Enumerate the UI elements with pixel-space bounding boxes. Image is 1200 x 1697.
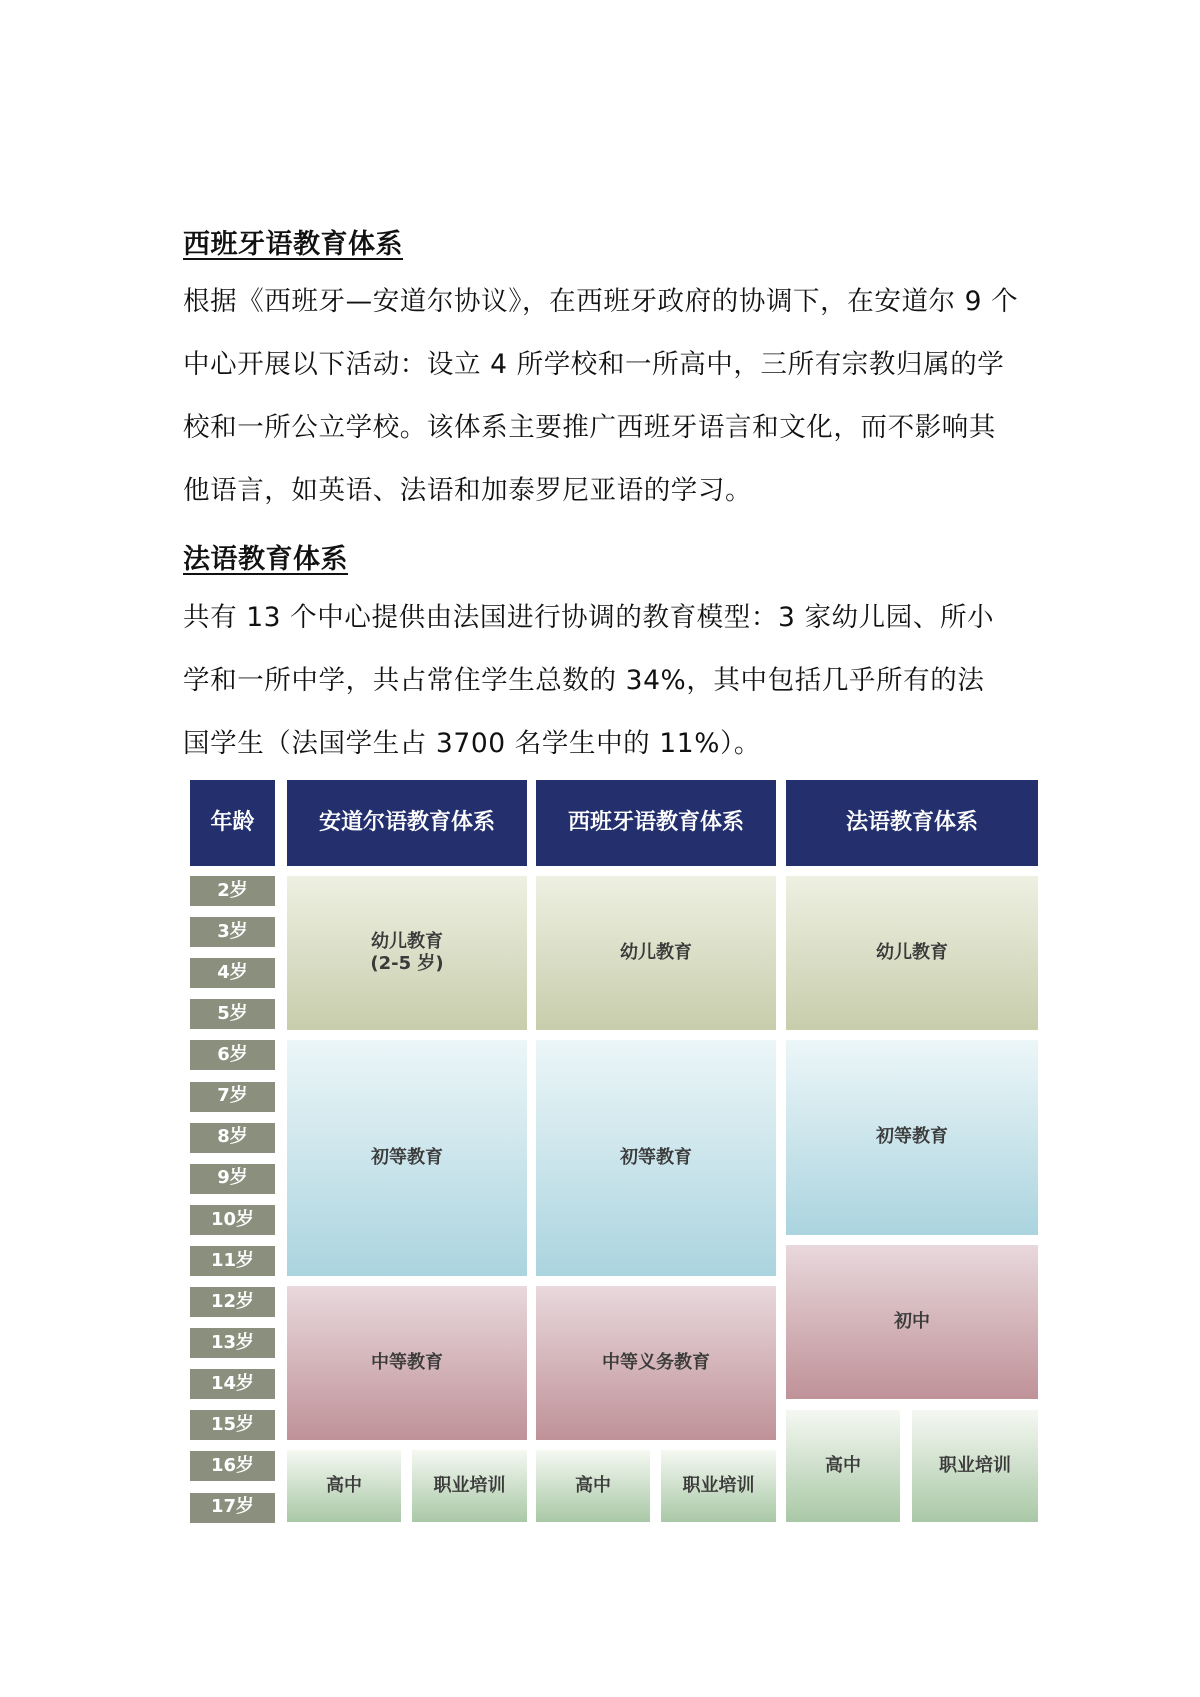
- header-age: 年龄: [190, 780, 275, 866]
- andorran-highschool: 高中: [287, 1450, 401, 1522]
- age-cell: 5岁: [190, 999, 275, 1029]
- andorran-preschool: 幼儿教育 (2-5 岁): [287, 876, 527, 1030]
- andorran-secondary: 中等教育: [287, 1286, 527, 1440]
- spanish-preschool: 幼儿教育: [536, 876, 776, 1030]
- section-heading-spanish: 西班牙语教育体系: [183, 229, 403, 260]
- age-cell: 6岁: [190, 1040, 275, 1070]
- spanish-secondary: 中等义务教育: [536, 1286, 776, 1440]
- age-cell: 10岁: [190, 1205, 275, 1235]
- education-system-chart: [183, 780, 1038, 1525]
- age-cell: 13岁: [190, 1328, 275, 1358]
- spanish-primary: 初等教育: [536, 1040, 776, 1276]
- french-preschool: 幼儿教育: [786, 876, 1038, 1030]
- section-heading-french: 法语教育体系: [183, 544, 348, 575]
- age-cell: 11岁: [190, 1246, 275, 1276]
- header-andorran: 安道尔语教育体系: [287, 780, 527, 866]
- header-french: 法语教育体系: [786, 780, 1038, 866]
- paragraph-line: 学和一所中学，共占常住学生总数的 34%，其中包括几乎所有的法: [183, 665, 985, 696]
- paragraph-french: [183, 586, 1028, 775]
- age-cell: 17岁: [190, 1493, 275, 1523]
- age-cell: 4岁: [190, 958, 275, 988]
- age-cell: 15岁: [190, 1410, 275, 1440]
- paragraph-line: 国学生（法国学生占 3700 名学生中的 11%）。: [183, 728, 761, 759]
- paragraph-line: 他语言，如英语、法语和加泰罗尼亚语的学习。: [183, 475, 753, 506]
- header-spanish: 西班牙语教育体系: [536, 780, 776, 866]
- french-highschool: 高中: [786, 1410, 900, 1522]
- andorran-primary: 初等教育: [287, 1040, 527, 1276]
- andorran-vocational: 职业培训: [412, 1450, 527, 1522]
- paragraph-line: 中心开展以下活动：设立 4 所学校和一所高中，三所有宗教归属的学: [183, 349, 1005, 380]
- age-cell: 2岁: [190, 876, 275, 906]
- french-vocational: 职业培训: [912, 1410, 1038, 1522]
- spanish-highschool: 高中: [536, 1450, 650, 1522]
- spanish-vocational: 职业培训: [661, 1450, 776, 1522]
- paragraph-spanish: [183, 270, 1028, 522]
- paragraph-line: 根据《西班牙—安道尔协议》，在西班牙政府的协调下，在安道尔 9 个: [183, 286, 1019, 317]
- paragraph-line: 校和一所公立学校。该体系主要推广西班牙语言和文化，而不影响其: [183, 412, 996, 443]
- age-cell: 8岁: [190, 1123, 275, 1153]
- french-secondary: 初中: [786, 1245, 1038, 1399]
- age-cell: 7岁: [190, 1082, 275, 1112]
- age-cell: 9岁: [190, 1164, 275, 1194]
- age-cell: 16岁: [190, 1451, 275, 1481]
- age-cell: 3岁: [190, 917, 275, 947]
- french-primary: 初等教育: [786, 1040, 1038, 1235]
- age-cell: 14岁: [190, 1369, 275, 1399]
- age-cell: 12岁: [190, 1287, 275, 1317]
- paragraph-line: 共有 13 个中心提供由法国进行协调的教育模型：3 家幼儿园、所小: [183, 602, 995, 633]
